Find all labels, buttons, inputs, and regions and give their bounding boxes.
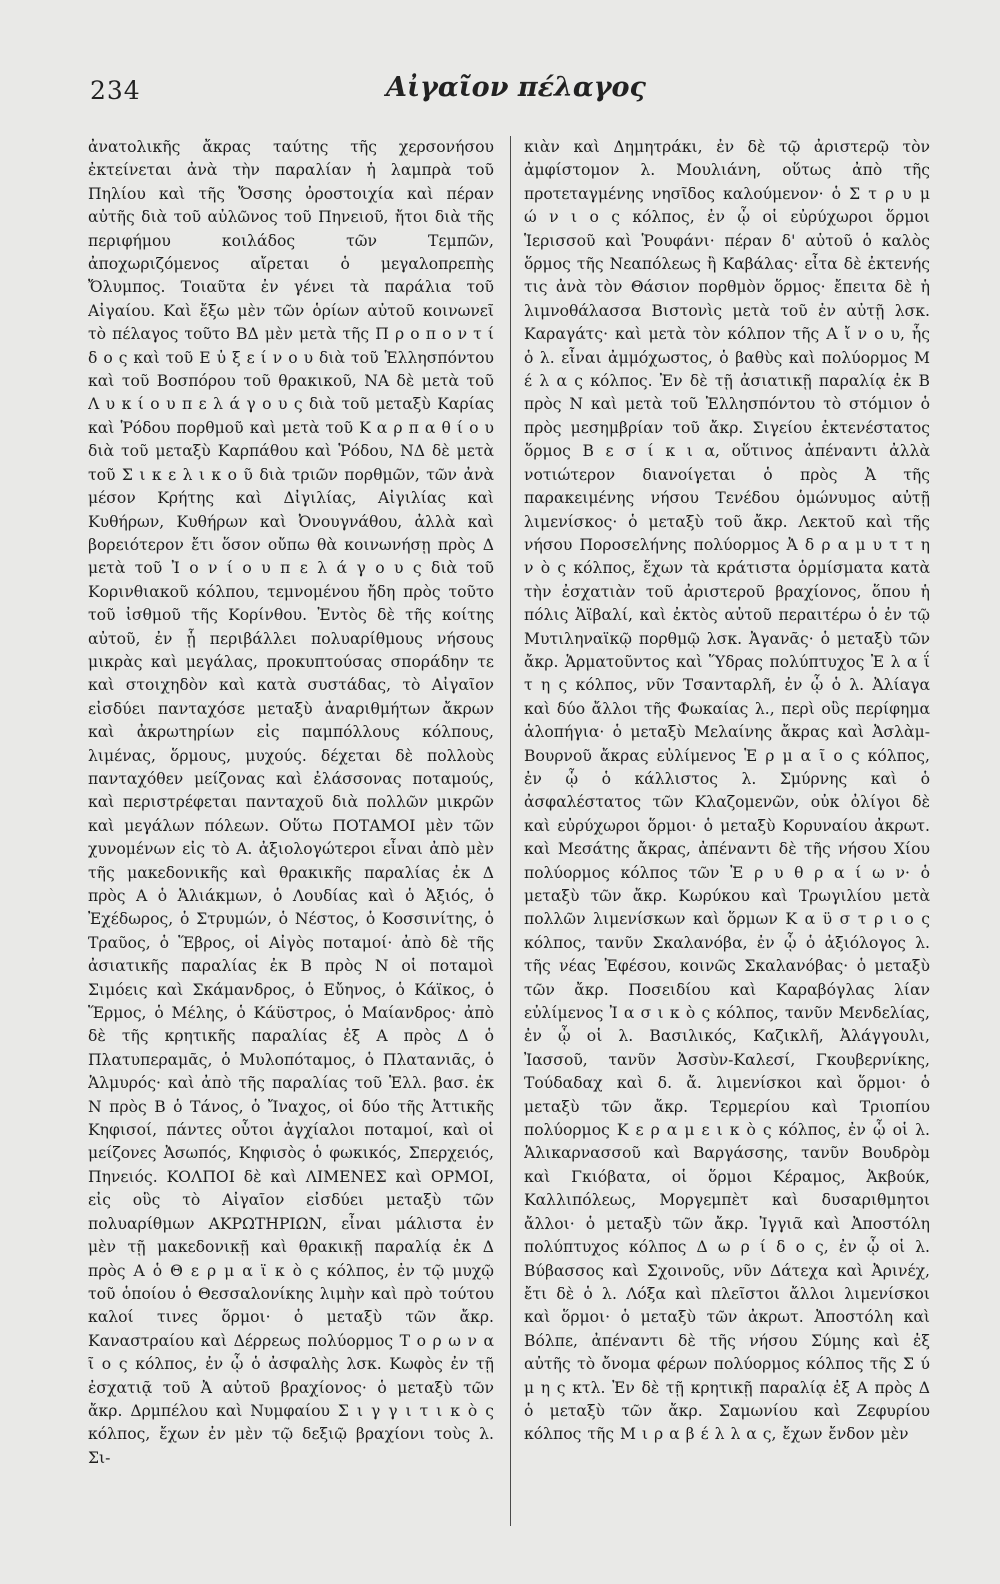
running-title: Αἰγαῖον πέλαγος [386, 72, 646, 103]
right-column-text: κιὰν καὶ Δημητράκι, ἐν δὲ τῷ ἀριστερῷ τὸν ἀμφίστομον λ. Μουλιάνη, οὕτως ἀπὸ τῆς προτεταγμένης νησῖδος καλούμενον· ὁ Σ τ ρ υ μ ώ ν ι ο ς κόλπος, ἐν ᾧ οἱ εὐρύχωροι ὅρμοι Ἱερισσοῦ καὶ Ῥουφάνι· πέραν δ' αὐτοῦ ὁ καλὸς ὅρμος τῆς Νεαπόλεως ἢ Καβάλας· εἶτα δὲ ἐκτενής τις ἀνὰ τὸν Θάσιον πορθμὸν ὅρμος· ἔπειτα δὲ ἡ λιμνοθάλασσα Βιστονὶς μετὰ τοῦ ἐν αὐτῇ λσκ. Καραγάτς· καὶ μετὰ τὸν κόλπον τῆς Α ἴ ν ο υ, ἧς ὁ λ. εἶναι ἀμμόχωστος, ὁ βαθὺς καὶ πολύορμος Μ έ λ α ς κόλπος. Ἐν δὲ τῇ ἀσιατικῇ παραλίᾳ ἐκ Β πρὸς Ν καὶ μετὰ τοῦ Ἑλλησπόντου τὸ στόμιον ὁ πρὸς μεσημβρίαν τοῦ ἄκρ. Σιγείου ἐκτενέστατος ὅρμος Β ε σ ί κ ι α, οὕτινος ἀπέναντι ἀλλὰ νοτιώτερον διανοίγεται ὁ πρὸς Ἀ τῆς παρακειμένης νήσου Τενέδου ὁμώνυμος αὐτῇ λιμενίσκος· ὁ μεταξὺ τοῦ ἄκρ. Λεκτοῦ καὶ τῆς νήσου Ποροσελήνης πολύορμος Ἀ δ ρ α μ υ τ τ η ν ὸ ς κόλπος, ἔχων τὰ κράτιστα ὁρμίσματα κατὰ τὴν ἐσχατιὰν τοῦ ἀριστεροῦ βραχίονος, ὅπου ἡ πόλις Ἀϊβαλί, καὶ ἐκτὸς αὐτοῦ περαιτέρω ὁ ἐν τῷ Μυτιληναϊκῷ πορθμῷ λσκ. Ἀγανᾶς· ὁ μεταξὺ τῶν ἄκρ. Ἁρματοῦντος καὶ Ὕδρας πολύπτυχος Ἐ λ α ΐ τ η ς κόλπος, νῦν Τσανταρλῆ, ἐν ᾧ ὁ λ. Ἀλίαγα καὶ δύο ἄλλοι τῆς Φωκαίας λ., περὶ οὓς περίφημα ἁλοπήγια· ὁ μεταξὺ Μελαίνης ἄκρας καὶ Ἀσλὰμ-Βουρνοῦ ἄκρας εὐλίμενος Ἑ ρ μ α ῖ ο ς κόλπος, ἐν ᾧ ὁ κάλλιστος λ. Σμύρνης καὶ ὁ ἀσφαλέστατος τῶν Κλαζομενῶν, οὐκ ὀλίγοι δὲ καὶ εὐρύχωροι ὅρμοι· ὁ μεταξὺ Κορυναίου ἀκρωτ. καὶ Μεσάτης ἄκρας, ἀπέναντι δὲ τῆς νήσου Χίου πολύορμος κόλπος τῶν Ἐ ρ υ θ ρ α ί ω ν· ὁ μεταξὺ τῶν ἄκρ. Κωρύκου καὶ Τρωγιλίου μετὰ πολλῶν λιμενίσκων καὶ ὅρμων Κ α ϋ σ τ ρ ι ο ς κόλπος, τανῦν Σκαλανόβα, ἐν ᾧ ὁ ἀξιόλογος λ. τῆς νέας Ἐφέσου, κοινῶς Σκαλανόβας· ὁ μεταξὺ τῶν ἄκρ. Ποσειδίου καὶ Καραβόγλας λίαν εὐλίμενος Ἰ α σ ι κ ὸ ς κόλπος, τανῦν Μενδελίας, ἐν ᾧ οἱ λ. Βασιλικός, Καζικλῆ, Ἀλάγγουλι, Ἰασσοῦ, τανῦν Ἀσσὺν-Καλεσί, Γκουβερνίκης, Τούδαδαχ καὶ δ. ἄ. λιμενίσκοι καὶ ὅρμοι· ὁ μεταξὺ τῶν ἄκρ. Τερμερίου καὶ Τριοπίου πολύορμος Κ ε ρ α μ ε ι κ ὸ ς κόλπος, ἐν ᾧ οἱ λ. Ἁλικαρνασσοῦ καὶ Βαργάσσης, τανῦν Βουδρὸμ καὶ Γκιόβατα, οἱ ὅρμοι Κέραμος, Ἀκβούκ, Καλλιπόλεως, Μοργεμπὲτ καὶ δυσαριθμητοι ἄλλοι· ὁ μεταξὺ τῶν ἄκρ. Ἰγγιᾶ καὶ Ἀποστόλη πολύπτυχος κόλπος Δ ω ρ ί δ ο ς, ἐν ᾧ οἱ λ. Βύβασσος καὶ Σχοινοῦς, νῦν Δάτεχα καὶ Ἀρινέχ, ἔτι δὲ ὁ λ. Λόξα καὶ πλεῖστοι ἄλλοι λιμενίσκοι καὶ ὅρμοι· ὁ μεταξὺ τῶν ἀκρωτ. Ἀποστόλη καὶ Βόλπε, ἀπέναντι δὲ τῆς νήσου Σύμης καὶ ἐξ αὐτῆς τὸ ὄνομα φέρων πολύορμος κόλπος τῆς Σ ύ μ η ς κτλ. Ἐν δὲ τῇ κρητικῇ παραλίᾳ ἐξ Α πρὸς Δ ὁ μεταξὺ τῶν ἄκρ. Σαμωνίου καὶ Ζεφυρίου κόλπος τῆς Μ ι ρ α β έ λ λ α ς, ἔχων ἔνδον μὲν [524, 138, 930, 1444]
right-column [524, 136, 930, 1556]
page-number: 234 [90, 76, 141, 105]
column-divider [510, 136, 511, 1526]
left-column-text: ἀνατολικῆς ἄκρας ταύτης τῆς χερσονήσου ἐκτείνεται ἀνὰ τὴν παραλίαν ἡ λαμπρὰ τοῦ Πηλίου καὶ τῆς Ὄσσης ὀροστοιχία καὶ πέραν αὐτῆς διὰ τοῦ αὐλῶνος τοῦ Πηνειοῦ, ἤτοι διὰ τῆς περιφήμου κοιλάδος τῶν Τεμπῶν, ἀποχωριζόμενος αἴρεται ὁ μεγαλοπρεπὴς Ὄλυμπος. Τοιαῦτα ἐν γένει τὰ παράλια τοῦ Αἰγαίου. Καὶ ἔξω μὲν τῶν ὁρίων αὐτοῦ κοινωνεῖ τὸ πέλαγος τοῦτο ΒΔ μὲν μετὰ τῆς Π ρ ο π ο ν τ ί δ ο ς καὶ τοῦ Ε ὐ ξ ε ί ν ο υ διὰ τοῦ Ἑλλησπόντου καὶ τοῦ Βοσπόρου τοῦ θρακικοῦ, ΝΑ δὲ μετὰ τοῦ Λ υ κ ί ο υ π ε λ ά γ ο υ ς διὰ τοῦ μεταξὺ Καρίας καὶ Ῥόδου πορθμοῦ καὶ μετὰ τοῦ Κ α ρ π α θ ί ο υ διὰ τοῦ μεταξὺ Καρπάθου καὶ Ῥόδου, ΝΔ δὲ μετὰ τοῦ Σ ι κ ε λ ι κ ο ῦ διὰ τριῶν πορθμῶν, τῶν ἀνὰ μέσον Κρήτης καὶ Δἰγιλίας, Αἰγιλίας καὶ Κυθήρων, Κυθήρων καὶ Ὀνουγνάθου, ἀλλὰ καὶ βορειότερον ἔτι ὅσον οὔπω θὰ κοινωνήσῃ πρὸς Δ μετὰ τοῦ Ἰ ο ν ί ο υ π ε λ ά γ ο υ ς διὰ τοῦ Κορινθιακοῦ κόλπου, τεμνομένου ἤδη πρὸς τοῦτο τοῦ ἰσθμοῦ τῆς Κορίνθου. Ἐντὸς δὲ τῆς κοίτης αὐτοῦ, ἐν ᾗ περιβάλλει πολυαρίθμους νήσους μικρὰς καὶ μεγάλας, προκυπτούσας σποράδην τε καὶ στοιχηδὸν καὶ κατὰ συστάδας, τὸ Αἰγαῖον εἰσδύει πανταχόσε μεταξὺ ἀναριθμήτων ἄκρων καὶ ἀκρωτηρίων εἰς παμπόλλους κόλπους, λιμένας, ὅρμους, μυχούς. δέχεται δὲ πολλοὺς πανταχόθεν μείζονας καὶ ἐλάσσονας ποταμούς, καὶ περιστρέφεται πανταχοῦ διὰ πολλῶν μικρῶν καὶ μεγάλων πόλεων. Οὕτω ΠΟΤΑΜΟΙ μὲν τῶν χυνομένων εἰς τὸ Α. ἀξιολογώτεροι εἶναι ἀπὸ μὲν τῆς μακεδονικῆς καὶ θρακικῆς παραλίας ἐκ Δ πρὸς Α ὁ Ἁλιάκμων, ὁ Λουδίας καὶ ὁ Ἀξιός, ὁ Ἐχέδωρος, ὁ Στρυμών, ὁ Νέστος, ὁ Κοσσινίτης, ὁ Τραῦος, ὁ Ἕβρος, οἱ Αἰγὸς ποταμοί· ἀπὸ δὲ τῆς ἀσιατικῆς παραλίας ἐκ Β πρὸς Ν οἱ ποταμοὶ Σιμόεις καὶ Σκάμανδρος, ὁ Εὔηνος, ὁ Κάϊκος, ὁ Ἕρμος, ὁ Μέλης, ὁ Κάϋστρος, ὁ Μαίανδρος· ἀπὸ δὲ τῆς κρητικῆς παραλίας ἐξ Α πρὸς Δ ὁ Πλατυπεραμᾶς, ὁ Μυλοπόταμος, ὁ Πλατανιᾶς, ὁ Ἁλμυρός· καὶ ἀπὸ τῆς παραλίας τοῦ Ἑλλ. βασ. ἐκ Ν πρὸς Β ὁ Τάνος, ὁ Ἴναχος, οἱ δύο τῆς Ἀττικῆς Κηφισοί, πάντες οὗτοι ἀγχίαλοι ποταμοί, καὶ οἱ μείζονες Ἀσωπός, Κηφισὸς ὁ φωκικός, Σπερχειός, Πηνειός. ΚΟΛΠΟΙ δὲ καὶ ΛΙΜΕΝΕΣ καὶ ΟΡΜΟΙ, εἰς οὓς τὸ Αἰγαῖον εἰσδύει μεταξὺ τῶν πολυαρίθμων ΑΚΡΩΤΗΡΙΩΝ, εἶναι μάλιστα ἐν μὲν τῇ μακεδονικῇ καὶ θρακικῇ παραλίᾳ ἐκ Δ πρὸς Α ὁ Θ ε ρ μ α ϊ κ ὸ ς κόλπος, ἐν τῷ μυχῷ τοῦ ὁποίου ὁ Θεσσαλονίκης λιμὴν καὶ πρὸ τούτου καλοί τινες ὅρμοι· ὁ μεταξὺ τῶν ἄκρ. Καναστραίου καὶ Δέρρεως πολύορμος Τ ο ρ ω ν α ῖ ο ς κόλπος, ἐν ᾧ ὁ ἀσφαλὴς λσκ. Κωφὸς ἐν τῇ ἐσχατιᾷ τοῦ Ἀ αὐτοῦ βραχίονος· ὁ μεταξὺ τῶν ἄκρ. Δρμπέλου καὶ Νυμφαίου Σ ι γ γ ι τ ι κ ὸ ς κόλπος, ἔχων ἐν μὲν τῷ δεξιῷ βραχίονι τοὺς λ. Σι- [88, 138, 494, 1467]
page-header [80, 72, 952, 116]
left-column [88, 136, 494, 1556]
text-columns [88, 136, 952, 1556]
